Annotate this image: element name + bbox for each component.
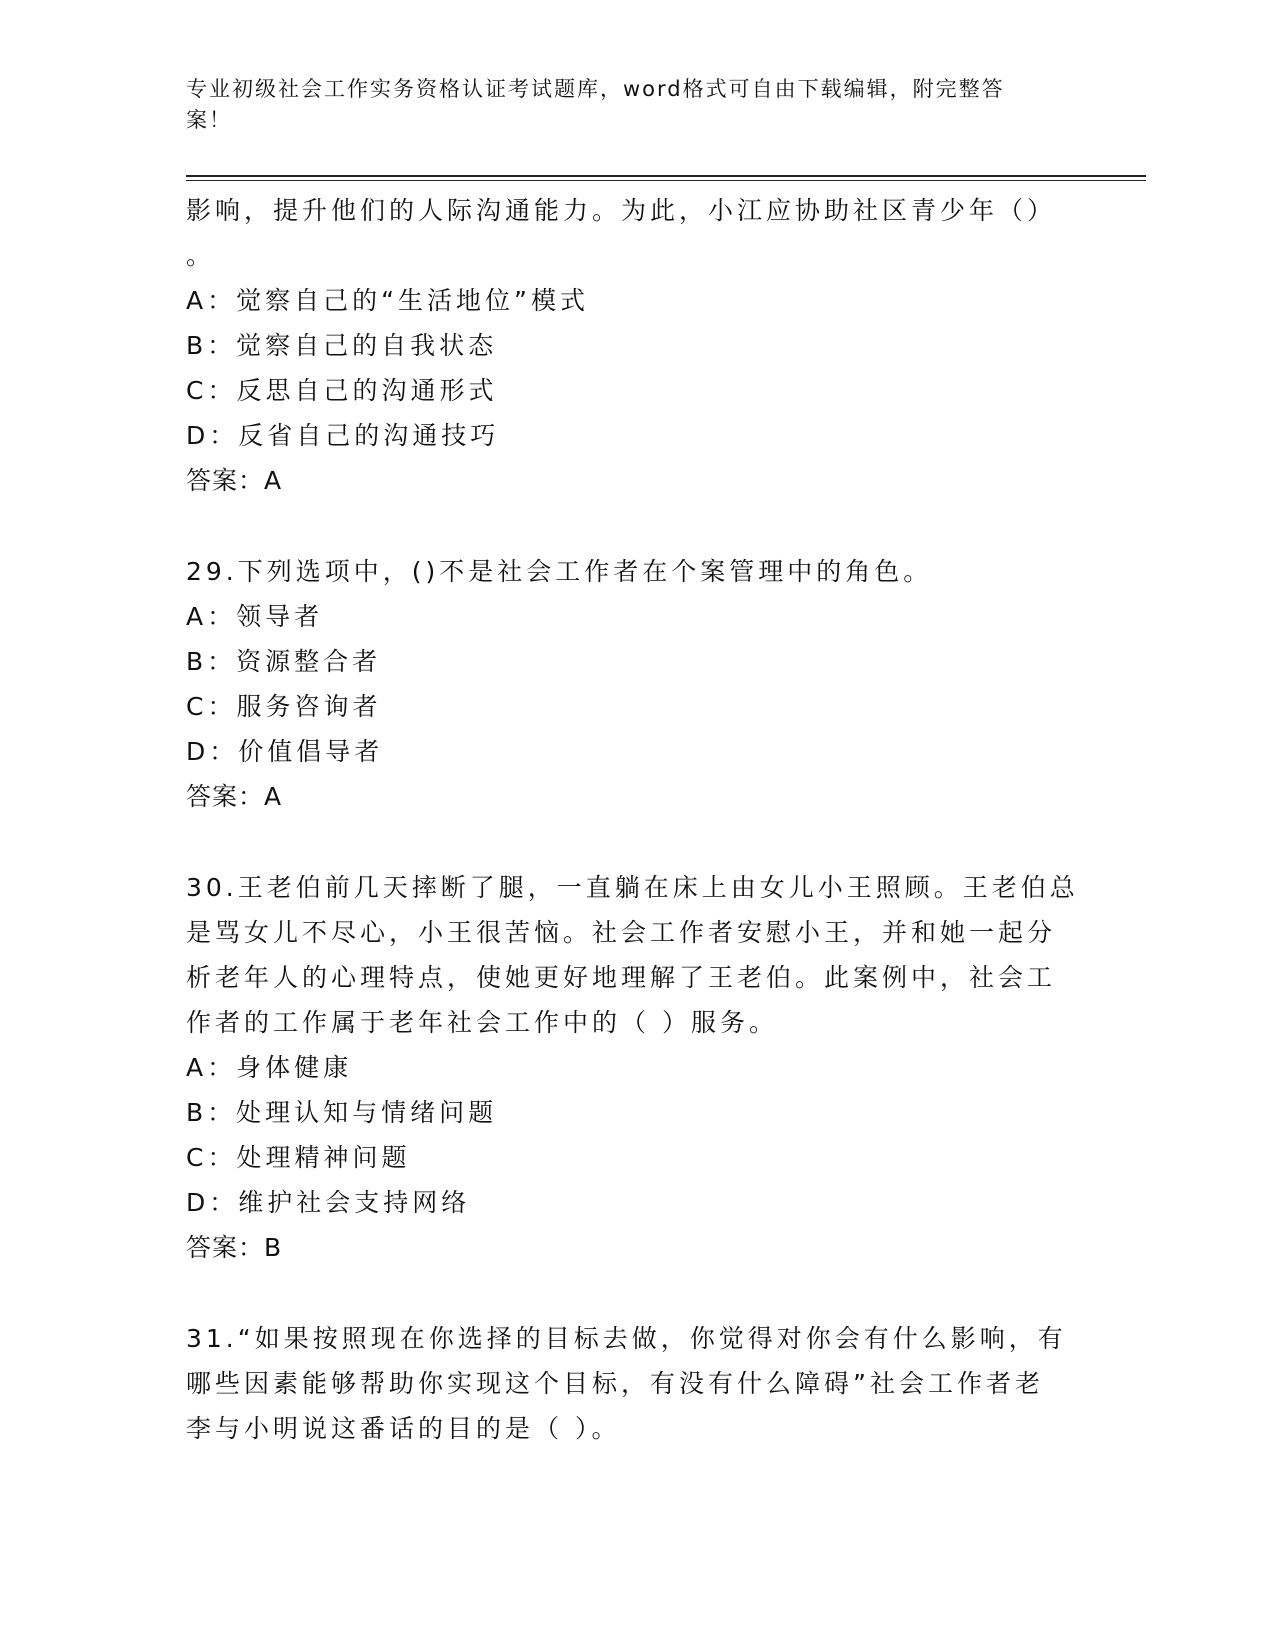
question-stem-line: 影响，提升他们的人际沟通能力。为此，小江应协助社区青少年（） [186,196,1057,225]
answer-line: 答案：A [186,782,283,811]
question-stem-line: 析老年人的心理特点，使她更好地理解了王老伯。此案例中，社会工 [186,963,1057,992]
header-divider-thick [186,175,1146,177]
question-stem-line: 31.“如果按照现在你选择的目标去做，你觉得对你会有什么影响，有 [186,1324,1067,1353]
header-divider-thin [186,180,1146,181]
option-c: C：处理精神问题 [186,1143,411,1172]
question-31 [186,1316,1066,1451]
answer-line: 答案：B [186,1233,283,1262]
header-line-1: 专业初级社会工作实务资格认证考试题库，word格式可自由下载编辑，附完整答 [186,77,1005,101]
question-stem-line: 哪些因素能够帮助你实现这个目标，有没有什么障碍”社会工作者老 [186,1369,1044,1398]
question-30 [186,865,1079,1270]
question-stem-line: 。 [186,241,216,270]
option-c: C：服务咨询者 [186,692,382,721]
option-a: A：身体健康 [186,1053,353,1082]
question-stem-line: 李与小明说这番话的目的是（ ）。 [186,1414,621,1443]
option-a: A：觉察自己的“生活地位”模式 [186,286,590,315]
option-d: D：维护社会支持网络 [186,1188,471,1217]
question-list [186,188,1079,1451]
question-stem-line: 30.王老伯前几天摔断了腿，一直躺在床上由女儿小王照顾。王老伯总 [186,873,1079,902]
question-spacer [186,819,1066,865]
option-b: B：资源整合者 [186,647,382,676]
question-stem-line: 是骂女儿不尽心，小王很苦恼。社会工作者安慰小王，并和她一起分 [186,918,1057,947]
question-28 [186,188,1066,503]
question-stem: 29.下列选项中，()不是社会工作者在个案管理中的角色。 [186,557,933,586]
page-header [186,74,1066,136]
option-b: B：觉察自己的自我状态 [186,331,498,360]
question-spacer [186,1270,1066,1316]
answer-line: 答案：A [186,466,283,495]
question-stem-line: 作者的工作属于老年社会工作中的（ ）服务。 [186,1008,778,1037]
option-a: A：领导者 [186,602,324,631]
option-d: D：价值倡导者 [186,737,384,766]
option-d: D：反省自己的沟通技巧 [186,421,500,450]
option-c: C：反思自己的沟通形式 [186,376,498,405]
question-spacer [186,503,1066,549]
header-line-2: 案！ [186,108,232,132]
option-b: B：处理认知与情绪问题 [186,1098,498,1127]
question-29 [186,549,1066,819]
